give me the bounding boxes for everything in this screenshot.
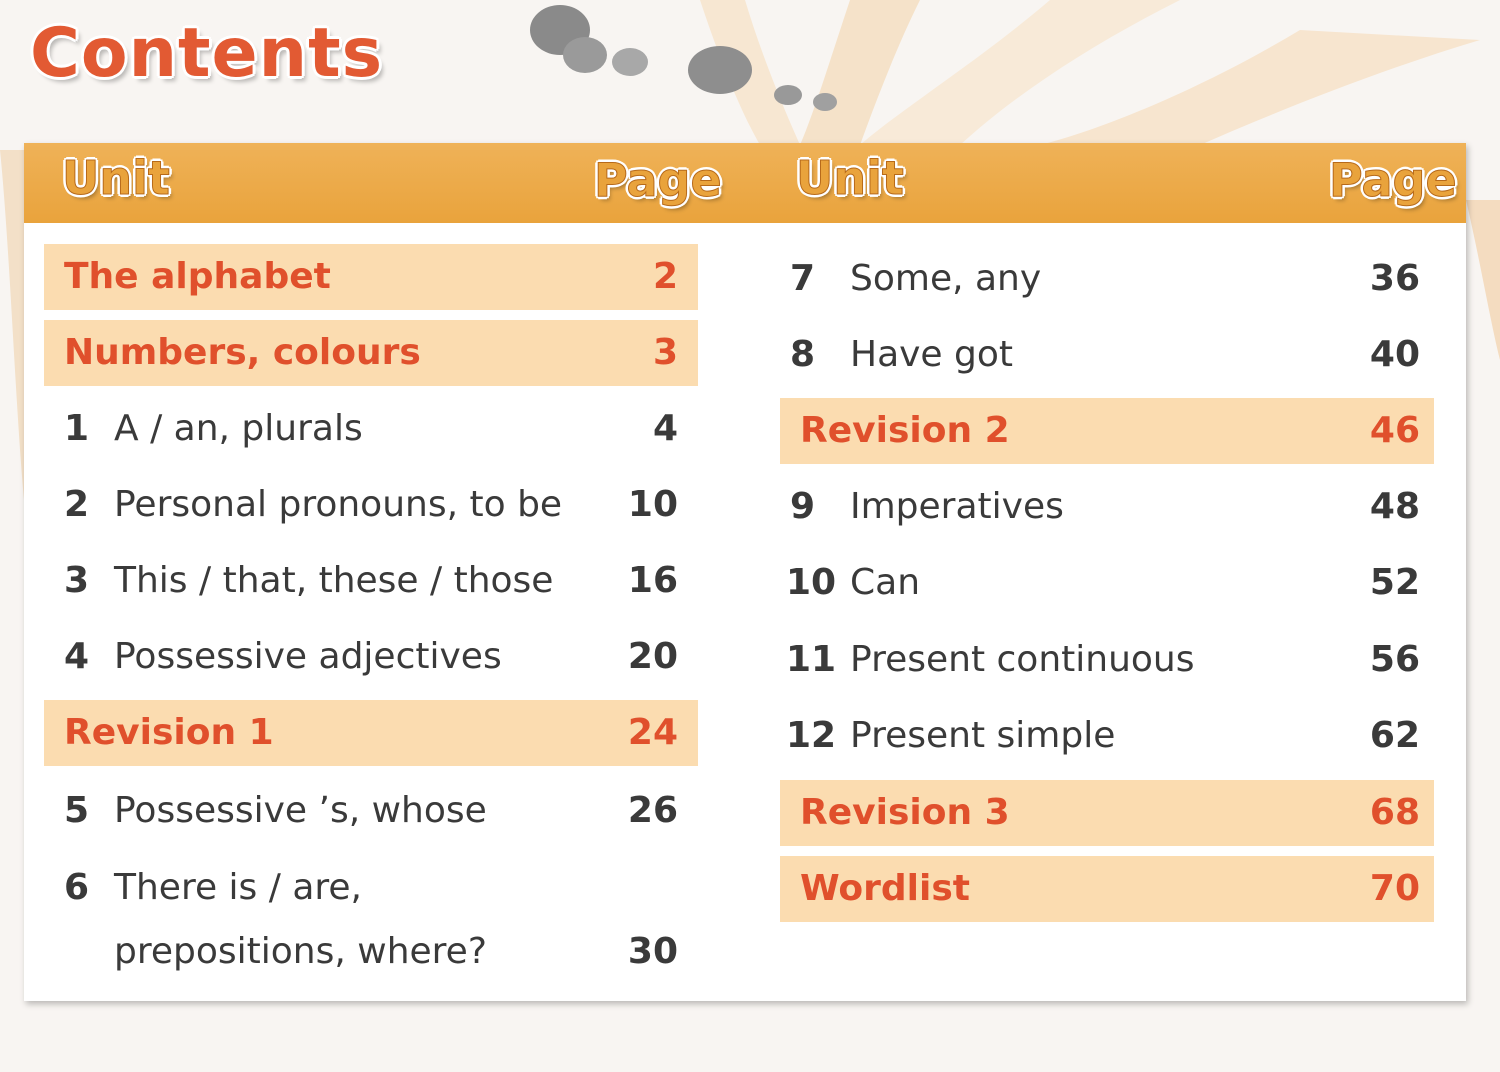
page-header-left: Page xyxy=(594,153,722,207)
unit-title: Imperatives xyxy=(850,486,1064,527)
page-number: 68 xyxy=(1369,792,1420,833)
unit-title: Revision 1 xyxy=(64,712,274,753)
page-number: 3 xyxy=(652,332,678,373)
page-number: 30 xyxy=(627,931,678,972)
page-number: 52 xyxy=(1369,562,1420,603)
right-row xyxy=(780,322,1434,388)
page-number: 10 xyxy=(627,484,678,525)
page-number: 2 xyxy=(652,256,678,297)
unit-number: 11 xyxy=(786,639,837,680)
unit-number: 1 xyxy=(64,408,90,449)
page-number: 26 xyxy=(627,790,678,831)
left-row xyxy=(44,396,698,462)
unit-title: Wordlist xyxy=(800,868,970,909)
unit-number: 4 xyxy=(64,636,90,677)
left-row xyxy=(44,855,698,921)
page-number: 36 xyxy=(1369,258,1420,299)
left-row xyxy=(44,700,698,766)
page-number: 48 xyxy=(1369,486,1420,527)
page-number: 56 xyxy=(1369,639,1420,680)
right-row xyxy=(780,474,1434,540)
unit-number: 10 xyxy=(786,562,837,603)
right-row xyxy=(780,703,1434,769)
unit-title: Revision 3 xyxy=(800,792,1010,833)
page-title: Contents xyxy=(30,14,384,93)
left-row xyxy=(44,472,698,538)
unit-number: 5 xyxy=(64,790,90,831)
unit-title: Numbers, colours xyxy=(64,332,421,373)
right-row xyxy=(780,398,1434,464)
unit-number: 2 xyxy=(64,484,90,525)
unit-title: Present continuous xyxy=(850,639,1195,680)
unit-number: 12 xyxy=(786,715,837,756)
unit-number: 9 xyxy=(790,486,816,527)
left-row xyxy=(44,548,698,614)
right-row xyxy=(780,856,1434,922)
right-row xyxy=(780,627,1434,693)
unit-title: Revision 2 xyxy=(800,410,1010,451)
unit-number: 3 xyxy=(64,560,90,601)
unit-title: Present simple xyxy=(850,715,1116,756)
page-number: 16 xyxy=(627,560,678,601)
contents-table xyxy=(24,143,1466,1001)
unit-title: This / that, these / those xyxy=(114,560,554,601)
left-row xyxy=(44,244,698,310)
unit-title: prepositions, where? xyxy=(114,931,487,972)
page-number: 62 xyxy=(1369,715,1420,756)
unit-header-right: Unit xyxy=(796,151,904,205)
right-row xyxy=(780,780,1434,846)
right-row xyxy=(780,246,1434,312)
unit-title: There is / are, xyxy=(114,867,362,908)
page-number: 4 xyxy=(652,408,678,449)
page-number: 20 xyxy=(627,636,678,677)
unit-number: 8 xyxy=(790,334,816,375)
unit-header-left: Unit xyxy=(62,151,170,205)
unit-title: Personal pronouns, to be xyxy=(114,484,563,525)
unit-title: Some, any xyxy=(850,258,1042,299)
page-header-right: Page xyxy=(1329,153,1457,207)
unit-title: Possessive ’s, whose xyxy=(114,790,487,831)
unit-title: Have got xyxy=(850,334,1014,375)
page-number: 24 xyxy=(627,712,678,753)
smoke-puff-icon xyxy=(530,5,837,111)
table-header xyxy=(24,143,1466,223)
left-row xyxy=(44,624,698,690)
page-number: 46 xyxy=(1369,410,1420,451)
page-number: 70 xyxy=(1369,868,1420,909)
unit-title: A / an, plurals xyxy=(114,408,363,449)
unit-number: 7 xyxy=(790,258,816,299)
page-number: 40 xyxy=(1369,334,1420,375)
unit-title: Possessive adjectives xyxy=(114,636,502,677)
left-row xyxy=(44,919,698,985)
unit-title: The alphabet xyxy=(64,256,331,297)
left-row xyxy=(44,320,698,386)
unit-title: Can xyxy=(850,562,921,603)
unit-number: 6 xyxy=(64,867,90,908)
left-row xyxy=(44,778,698,844)
right-row xyxy=(780,550,1434,616)
